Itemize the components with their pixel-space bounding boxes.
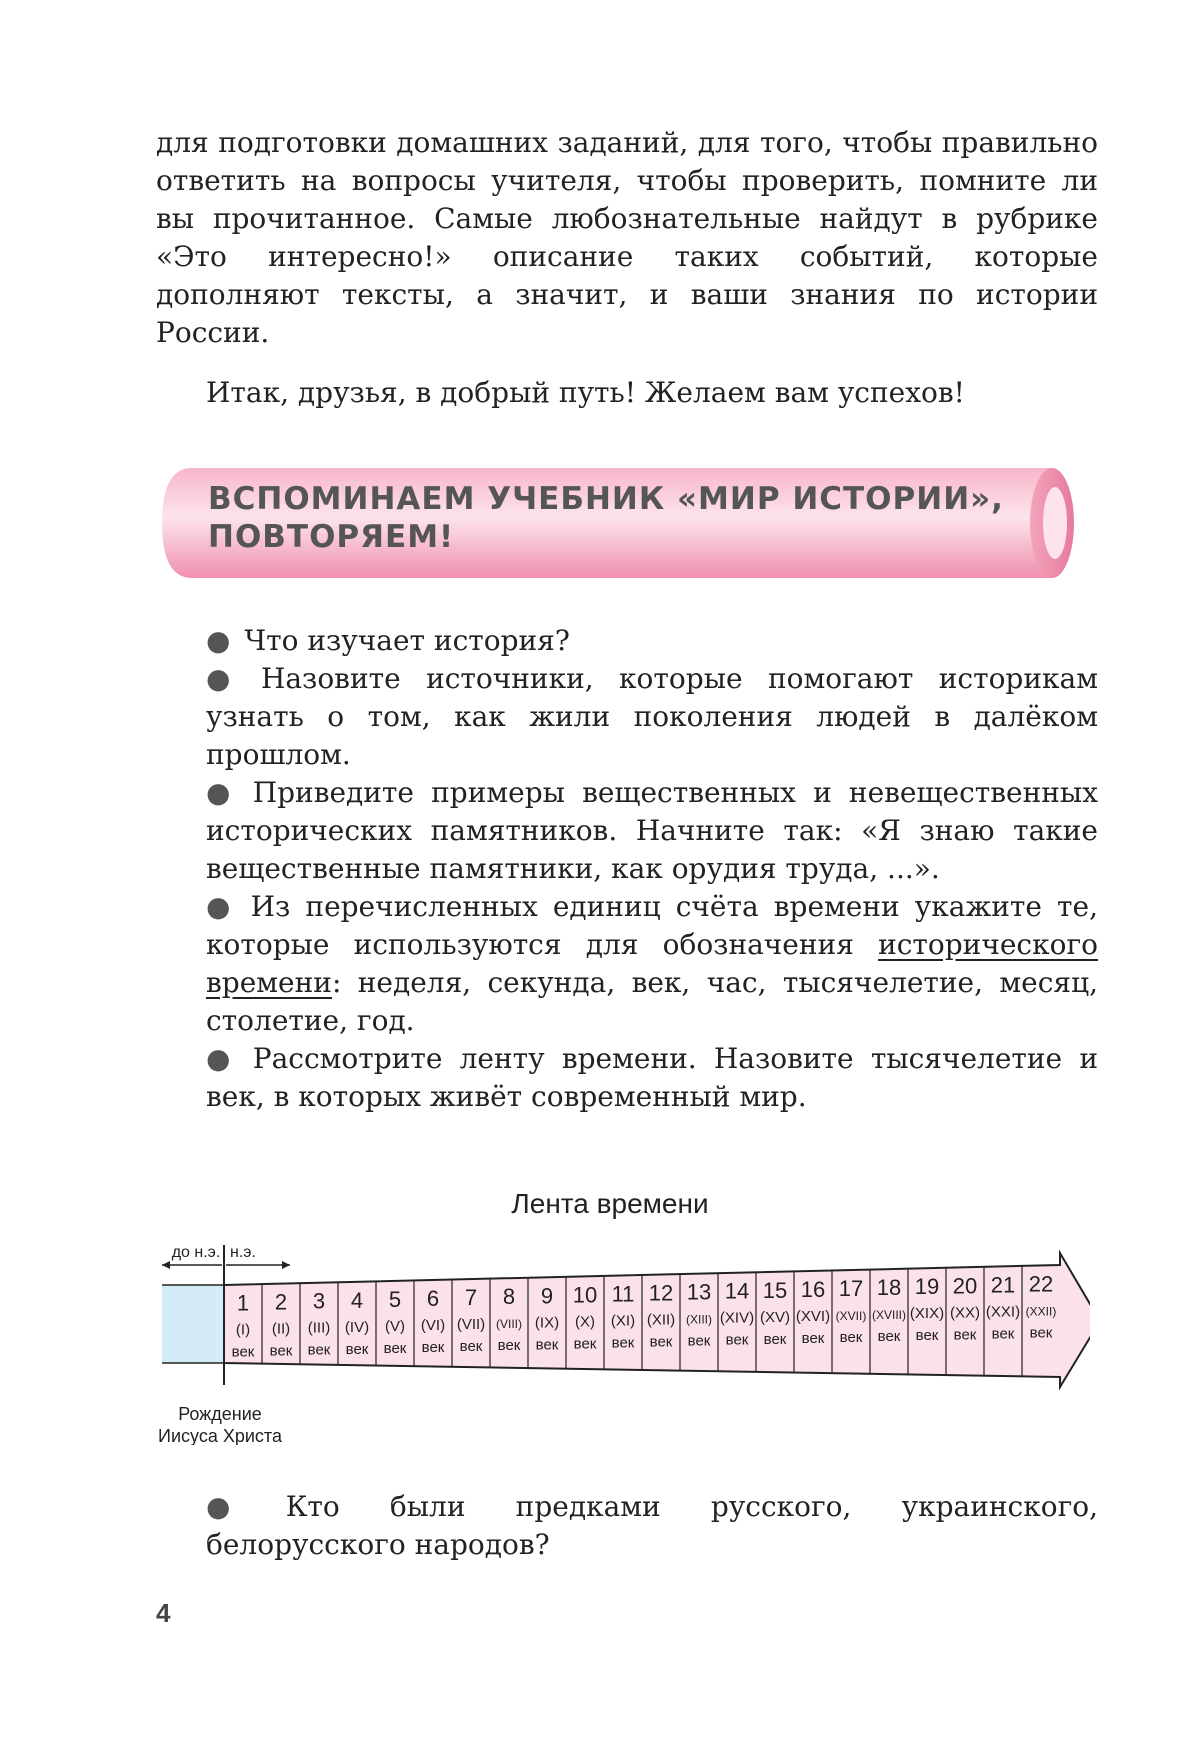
bc-arrow-icon <box>162 1261 170 1269</box>
century-number: 6 <box>426 1286 440 1311</box>
century-roman: (II) <box>271 1320 291 1338</box>
century-roman: (XIII) <box>686 1312 712 1327</box>
century-unit: век <box>687 1332 711 1350</box>
century-number: 18 <box>876 1275 902 1301</box>
century-number: 15 <box>762 1277 788 1303</box>
ad-label: н.э. <box>230 1244 256 1261</box>
question-item <box>206 888 1098 1040</box>
century-roman: (VII) <box>456 1316 486 1334</box>
century-roman: (XIX) <box>909 1305 945 1323</box>
century-roman: (IV) <box>344 1318 370 1336</box>
bullet-icon: ● <box>206 624 231 657</box>
century-roman: (V) <box>385 1317 405 1335</box>
century-number: 3 <box>312 1288 326 1314</box>
century-unit: век <box>269 1342 293 1360</box>
underlined-term: исторического времени <box>206 928 1098 999</box>
question-item <box>206 1488 1098 1564</box>
century-unit: век <box>573 1335 597 1353</box>
century-number: 17 <box>838 1276 864 1301</box>
century-roman: (XIV) <box>719 1309 755 1327</box>
century-number: 5 <box>388 1286 402 1312</box>
bullet-icon: ● <box>206 1490 272 1523</box>
bullet-icon: ● <box>206 890 237 923</box>
century-unit: век <box>953 1326 977 1344</box>
century-roman: (I) <box>235 1321 251 1339</box>
century-number: 14 <box>724 1278 750 1304</box>
century-unit: век <box>915 1327 939 1345</box>
origin-caption-line1: Рождение <box>178 1404 262 1424</box>
century-number: 12 <box>648 1280 674 1306</box>
question-item <box>206 660 1098 774</box>
bullet-icon: ● <box>206 1042 239 1075</box>
century-unit: век <box>307 1341 331 1359</box>
century-unit: век <box>801 1329 825 1347</box>
century-number: 1 <box>236 1290 250 1316</box>
bullet-icon: ● <box>206 776 239 809</box>
origin-caption-line2: Иисуса Христа <box>158 1426 282 1445</box>
century-number: 13 <box>686 1279 712 1305</box>
timeline-ribbon <box>150 1235 1090 1445</box>
wish-paragraph: Итак, друзья, в добрый путь! Желаем вам успехов! <box>206 376 965 409</box>
question-text: Что изучает история? <box>244 624 570 657</box>
question-list <box>206 622 1098 1116</box>
century-roman: (XII) <box>646 1311 676 1329</box>
question-item <box>206 622 1098 660</box>
century-unit: век <box>421 1339 445 1356</box>
century-unit: век <box>535 1336 559 1354</box>
century-number: 9 <box>540 1283 554 1309</box>
century-unit: век <box>345 1340 369 1358</box>
century-roman: (XVII) <box>835 1309 867 1323</box>
century-roman: (VIII) <box>496 1317 522 1332</box>
century-roman: (XVIII) <box>871 1308 907 1323</box>
question-text: Рассмотрите ленту времени. Назовите тысячелетие и век, в которых живёт современный мир. <box>206 1042 1098 1113</box>
question-text: Назовите источники, которые помогают историкам узнать о том, как жили поколения людей в далёком прошлом. <box>206 662 1098 771</box>
century-unit: век <box>839 1329 863 1346</box>
century-unit: век <box>459 1338 483 1356</box>
final-question-list <box>206 1488 1098 1564</box>
century-number: 10 <box>572 1282 598 1308</box>
banner-line-2: ПОВТОРЯЕМ! <box>208 519 455 555</box>
bullet-icon: ● <box>206 662 247 695</box>
century-roman: (XXI) <box>985 1303 1021 1321</box>
century-number: 19 <box>914 1274 940 1300</box>
century-number: 8 <box>502 1284 516 1310</box>
century-number: 2 <box>274 1289 288 1315</box>
timeline-title: Лента времени <box>511 1188 709 1219</box>
century-unit: век <box>497 1337 521 1355</box>
century-unit: век <box>763 1330 787 1348</box>
century-roman: (IX) <box>534 1314 560 1332</box>
century-unit: век <box>231 1343 255 1361</box>
question-item <box>206 1040 1098 1116</box>
century-unit: век <box>649 1333 673 1351</box>
century-number: 7 <box>464 1285 478 1311</box>
bc-segment <box>162 1285 224 1363</box>
century-unit: век <box>725 1331 749 1349</box>
century-roman: (XX) <box>950 1304 980 1322</box>
century-roman: (VI) <box>420 1317 446 1334</box>
century-roman: (X) <box>575 1313 595 1331</box>
century-roman: (III) <box>307 1319 331 1337</box>
century-number: 22 <box>1028 1271 1054 1297</box>
bc-label: до н.э. <box>171 1244 221 1261</box>
century-roman: (XVI) <box>795 1307 831 1325</box>
question-text-before: Из перечисленных единиц счёта времени укажите те, которые используются для обозначения <box>206 890 1098 961</box>
question-text: Приведите примеры вещественных и невещественных исторических памятников. Начните так: «Я знаю такие вещественные памятники, как орудия труда, ...». <box>206 776 1098 885</box>
century-roman: (XXII) <box>1025 1304 1057 1319</box>
question-text: Кто были предками русского, украинского, белорусского народов? <box>206 1490 1099 1561</box>
century-number: 11 <box>611 1281 635 1307</box>
century-number: 20 <box>952 1273 978 1299</box>
banner-title <box>208 480 1048 556</box>
century-number: 16 <box>800 1276 826 1302</box>
century-unit: век <box>1029 1324 1053 1342</box>
century-unit: век <box>383 1339 407 1357</box>
intro-paragraph: для подготовки домашних заданий, для того, чтобы правильно ответить на вопросы учителя, чтобы проверить, помните ли вы прочитанное. Самые любознательные найдут в рубрике «Это интересно!» описание таких событий, которые дополняют тексты, а значит, и ваши знания по истории России. <box>156 126 1098 349</box>
page-number: 4 <box>156 1598 171 1628</box>
century-roman: (XV) <box>760 1308 790 1326</box>
question-item <box>206 774 1098 888</box>
ad-arrow-icon <box>282 1261 290 1269</box>
question-text-after: : неделя, секунда, век, час, тысячелетие, месяц, столетие, год. <box>206 966 1098 1037</box>
century-unit: век <box>991 1325 1015 1343</box>
banner-line-1: ВСПОМИНАЕМ УЧЕБНИК «МИР ИСТОРИИ», <box>208 481 1004 517</box>
century-roman: (XI) <box>610 1312 636 1330</box>
century-unit: век <box>877 1328 901 1346</box>
century-unit: век <box>611 1334 635 1352</box>
century-number: 21 <box>990 1272 1016 1298</box>
century-number: 4 <box>350 1287 364 1313</box>
